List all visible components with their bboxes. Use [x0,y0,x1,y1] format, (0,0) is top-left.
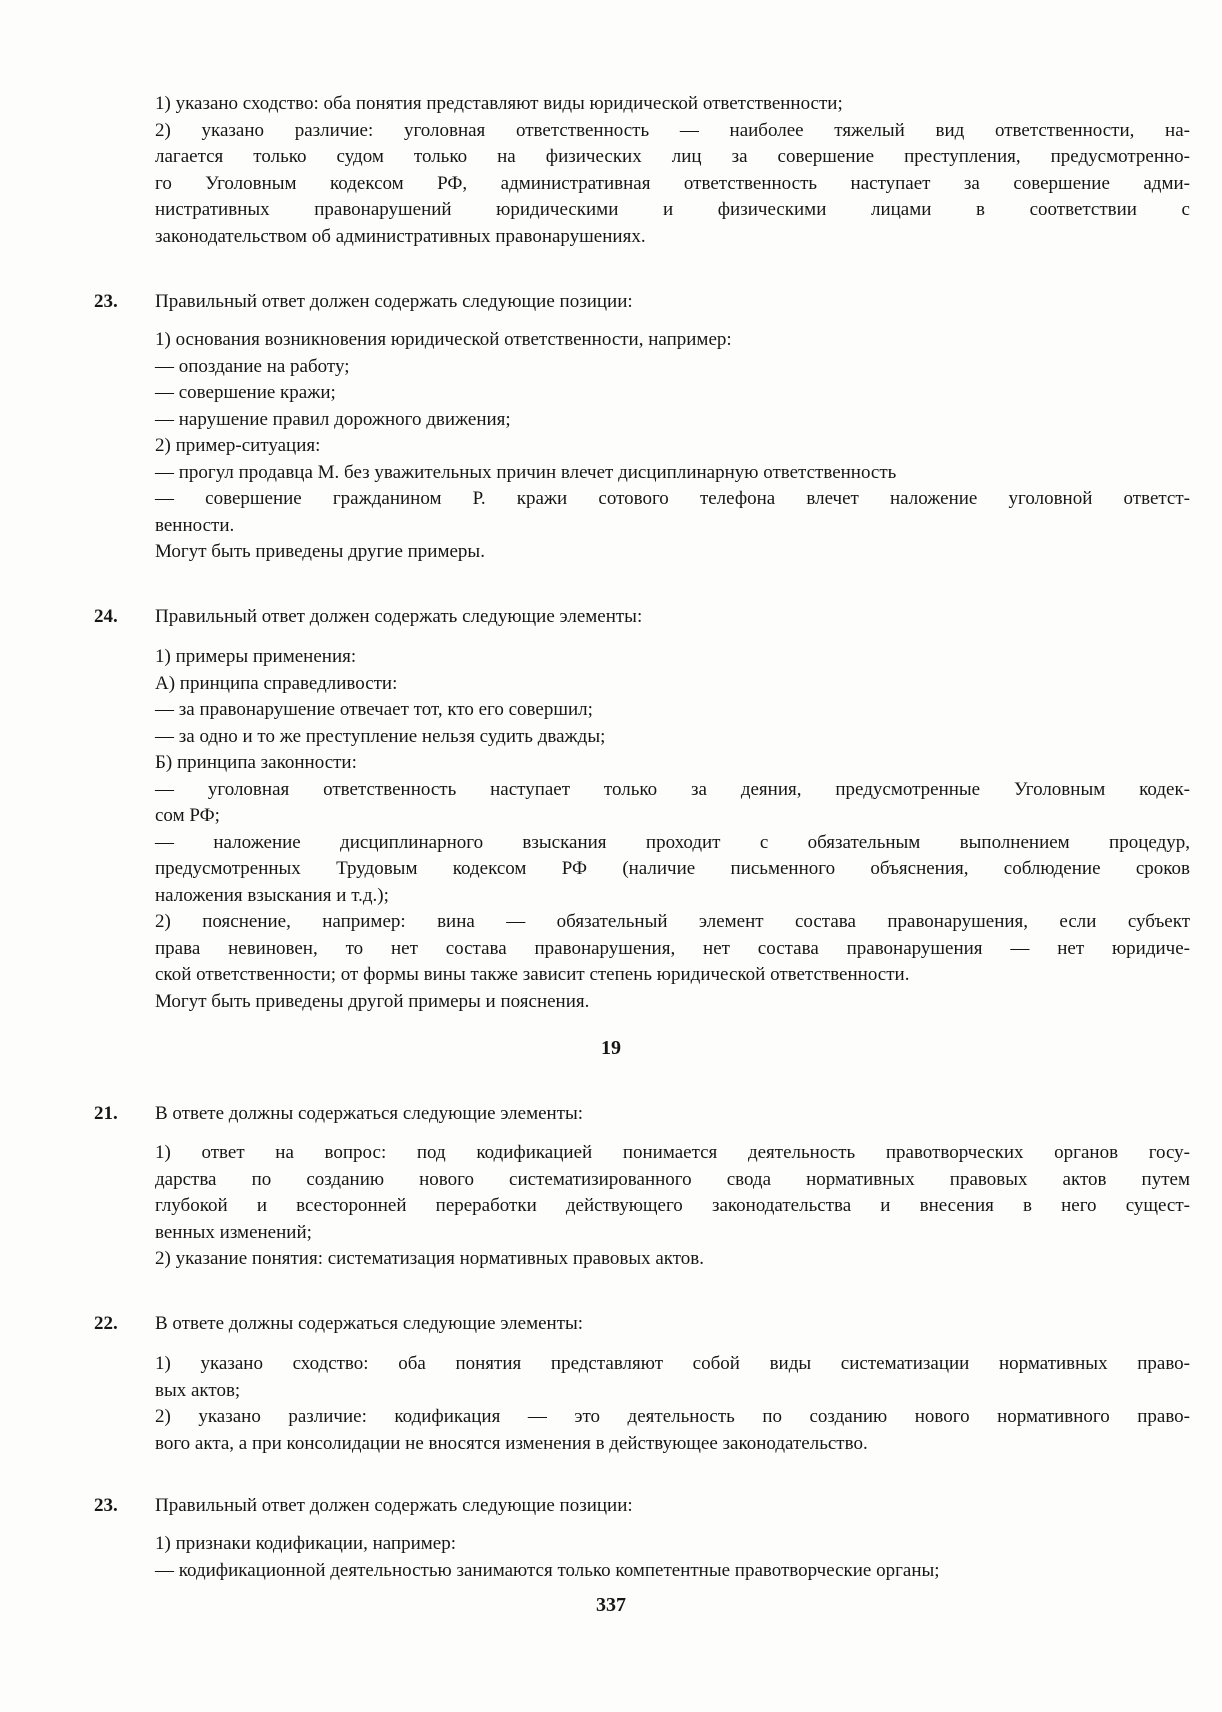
text-line: го Уголовным кодексом РФ, административная ответственность наступает за совершение адми- [155,172,1190,194]
text-line: А) принципа справедливости: [155,672,398,694]
text-line: 1) признаки кодификации, например: [155,1533,457,1554]
text-line: 2) пример-ситуация: [155,435,321,456]
text-line: 2) пояснение, например: вина — обязательный элемент состава правонарушения, если субъект [155,911,1190,932]
text-line: — за правонарушение отвечает тот, кто его совершил; [155,699,593,720]
answer-block [155,1351,1190,1457]
page-number: 337 [596,1594,626,1616]
text-line: венности. [155,514,235,536]
text-line: вого акта, а при консолидации не вносятся изменения в действующее законодательство. [155,1432,868,1454]
text-line: — за одно и то же преступление нельзя судить дважды; [155,725,606,747]
text-line: дарства по созданию нового систематизированного свода нормативных правовых актов путем [155,1168,1190,1190]
text-line: 1) основания возникновения юридической ответственности, например: [155,329,732,350]
text-line: 2) указание понятия: систематизация нормативных правовых актов. [155,1248,705,1269]
text-line: нистративных правонарушений юридическими и физическими лицами в соответствии с [155,199,1190,220]
text-line: 2) указано различие: уголовная ответственность — наиболее тяжелый вид ответственности, на- [155,119,1190,141]
answer-block [155,1531,1190,1584]
answer-block [155,1140,1190,1273]
text-line: — нарушение правил дорожного движения; [155,408,511,430]
text-line: сом РФ; [155,805,220,826]
answer-block [155,327,1190,566]
question-number: 23. [94,291,118,312]
answer-block [155,644,1190,1015]
text-line: права невиновен, то нет состава правонарушения, нет состава правонарушения — нет юридиче- [155,937,1190,959]
text-line: глубокой и всесторонней переработки действующего законодательства и внесения в него сущест- [155,1195,1190,1216]
question-number: 22. [94,1313,118,1334]
question-heading: Правильный ответ должен содержать следующие элементы: [155,606,643,627]
text-line: предусмотренных Трудовым кодексом РФ (наличие письменного объяснения, соблюдение сроков [155,858,1190,879]
text-line: — кодификационной деятельностью занимаются только компетентные правотворческие органы; [155,1559,940,1581]
text-line: 1) указано сходство: оба понятия представляют виды юридической ответственности; [155,93,843,114]
text-line: ской ответственности; от формы вины также зависит степень юридической ответственности. [155,964,910,985]
text-line: вых актов; [155,1379,241,1401]
text-line: наложения взыскания и т.д.); [155,884,389,906]
text-line: — совершение кражи; [155,382,336,403]
text-line: — опоздание на работу; [155,355,350,377]
question-heading: Правильный ответ должен содержать следующие позиции: [155,291,633,312]
text-line: 1) указано сходство: оба понятия представляют собой виды систематизации нормативных право- [155,1353,1190,1374]
question-heading: В ответе должны содержаться следующие элементы: [155,1103,584,1124]
question-heading: В ответе должны содержаться следующие элементы: [155,1313,584,1334]
text-line: 1) примеры применения: [155,646,357,667]
text-line: законодательством об административных правонарушениях. [155,225,646,247]
text-line: 2) указано различие: кодификация — это деятельность по созданию нового нормативного право- [155,1406,1190,1427]
text-line: Могут быть приведены другой примеры и пояснения. [155,990,590,1012]
text-line: Могут быть приведены другие примеры. [155,541,485,562]
question-number: 24. [94,606,118,627]
text-line: — совершение гражданином Р. кражи сотового телефона влечет наложение уголовной ответст- [155,488,1190,509]
text-line: венных изменений; [155,1221,312,1243]
text-line: 1) ответ на вопрос: под кодификацией понимается деятельность правотворческих органов госу- [155,1142,1190,1163]
text-line: — прогул продавца М. без уважительных причин влечет дисциплинарную ответственность [155,461,897,483]
text-line: — уголовная ответственность наступает только за деяния, предусмотренные Уголовным кодек- [155,778,1190,800]
question-number: 21. [94,1103,118,1124]
answer-continuation [155,91,1190,250]
question-heading: Правильный ответ должен содержать следующие позиции: [155,1495,633,1516]
section-number: 19 [601,1037,621,1059]
text-line: лагается только судом только на физических лиц за совершение преступления, предусмотренно- [155,146,1190,167]
text-line: Б) принципа законности: [155,752,357,773]
text-line: — наложение дисциплинарного взыскания проходит с обязательным выполнением процедур, [155,831,1190,853]
question-number: 23. [94,1495,118,1516]
